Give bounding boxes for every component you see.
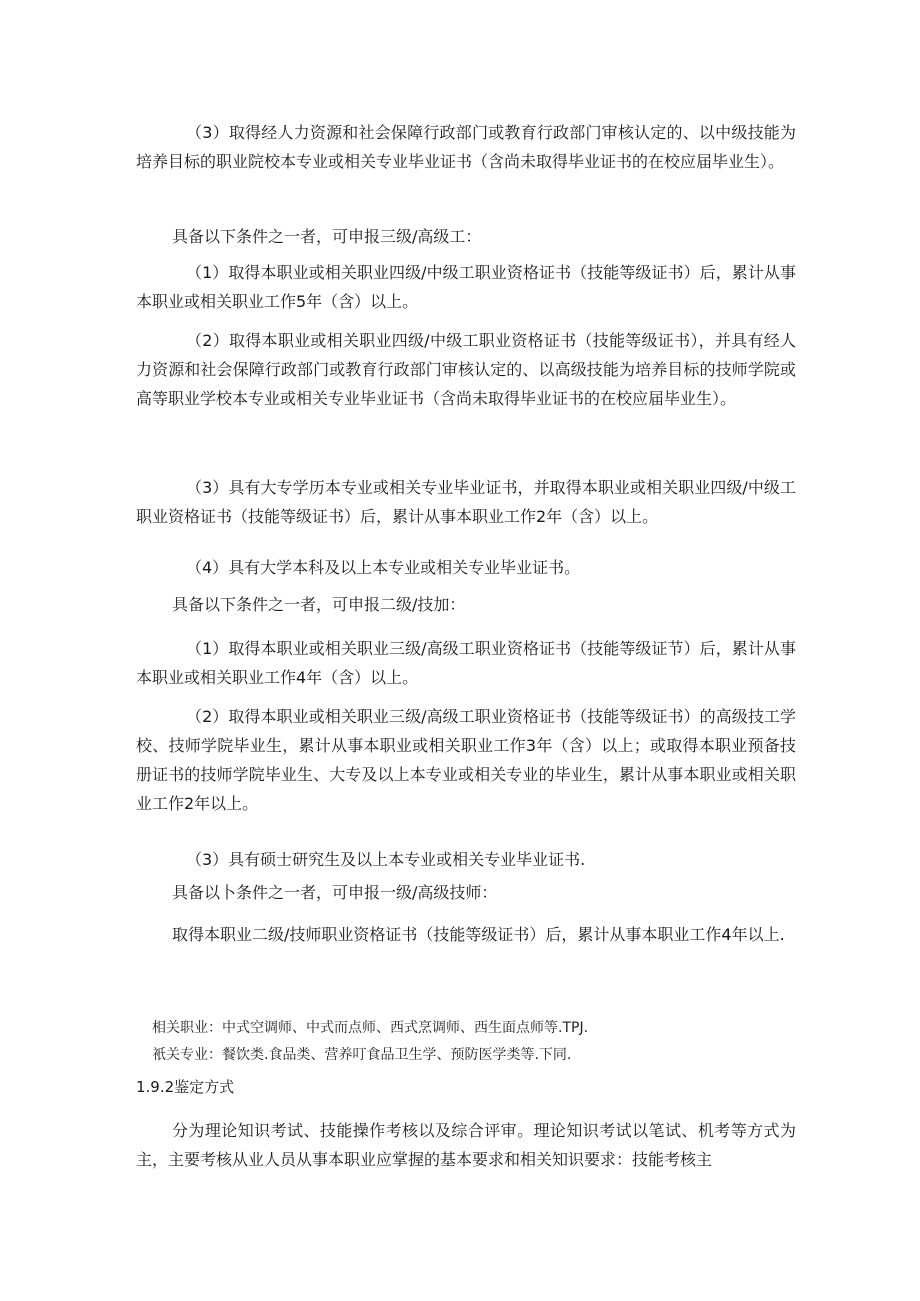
note-related-majors: 衹关专业：餐饮类.食品类、营养叮食品卫生学、预防医学类等.下同. xyxy=(152,1047,572,1063)
paragraph-2: 具备以下条件之一者，可申报三级/高级工： xyxy=(172,227,482,246)
paragraph-10: （3）具有硕士研究生及以上本专业或相关专业毕业证书. xyxy=(186,850,586,869)
paragraph-7: 具备以下条件之一者，可申报二级/技加： xyxy=(172,595,466,614)
paragraph-5: （3）具有大专学历本专业或相关专业毕业证书，并取得本职业或相关职业四级/中级工职业资格证书（技能等级证书）后，累计从事本职业工作2年（含）以上。 xyxy=(136,478,796,526)
note-related-occupations: 相关职业：中式空调师、中式而点师、西式烹调师、西生面点师等.TPJ. xyxy=(152,1020,589,1036)
paragraph-1: （3）取得经人力资源和社会保障行政部门或教育行政部门审核认定的、以中级技能为培养目标的职业院校本专业或相关专业毕业证书（含尚未取得毕业证书的在校应届毕业生）。 xyxy=(136,123,796,171)
paragraph-8: （1）取得本职业或相关职业三级/高级工职业资格证书（技能等级证节）后，累计从事本职业或相关职业工作4年（含）以上。 xyxy=(136,639,796,687)
paragraph-3: （1）取得本职业或相关职业四级/中级工职业资格证书（技能等级证书）后，累计从事本职业或相关职业工作5年（含）以上。 xyxy=(136,263,796,311)
paragraph-9: （2）取得本职业或相关职业三级/高级工职业资格证书（技能等级证书）的高级技工学校、技师学院毕业生，累计从事本职业或相关职业工作3年（含）以上；或取得本职业预备技册证书的技师学院毕业生、大专及以上本专业或相关专业的毕业生，累计从事本职业或相关职业工作2年以上。 xyxy=(136,707,796,813)
paragraph-13: 分为理论知识考试、技能操作考核以及综合评审。理论知识考试以笔试、机考等方式为主，主要考核从业人员从事本职业应掌握的基本要求和相关知识要求：技能考核主 xyxy=(136,1121,796,1169)
paragraph-6: （4）具有大学本科及以上本专业或相关专业毕业证书。 xyxy=(186,558,581,577)
paragraph-4: （2）取得本职业或相关职业四级/中级工职业资格证书（技能等级证书），并具有经人力资源和社会保障行政部门或教育行政部门审核认定的、以高级技能为培养目标的技师学院或高等职业学校本专业或相关专业毕业证书（含尚未取得毕业证书的在校应届毕业生）。 xyxy=(136,331,796,408)
paragraph-12: 取得本职业二级/技师职业资格证书（技能等级证书）后，累计从事本职业工作4年以上. xyxy=(172,925,785,944)
paragraph-11: 具备以卜条件之一者，可申报一级/高级技师： xyxy=(172,883,498,902)
section-heading: 1.9.2鉴定方式 xyxy=(136,1078,235,1096)
